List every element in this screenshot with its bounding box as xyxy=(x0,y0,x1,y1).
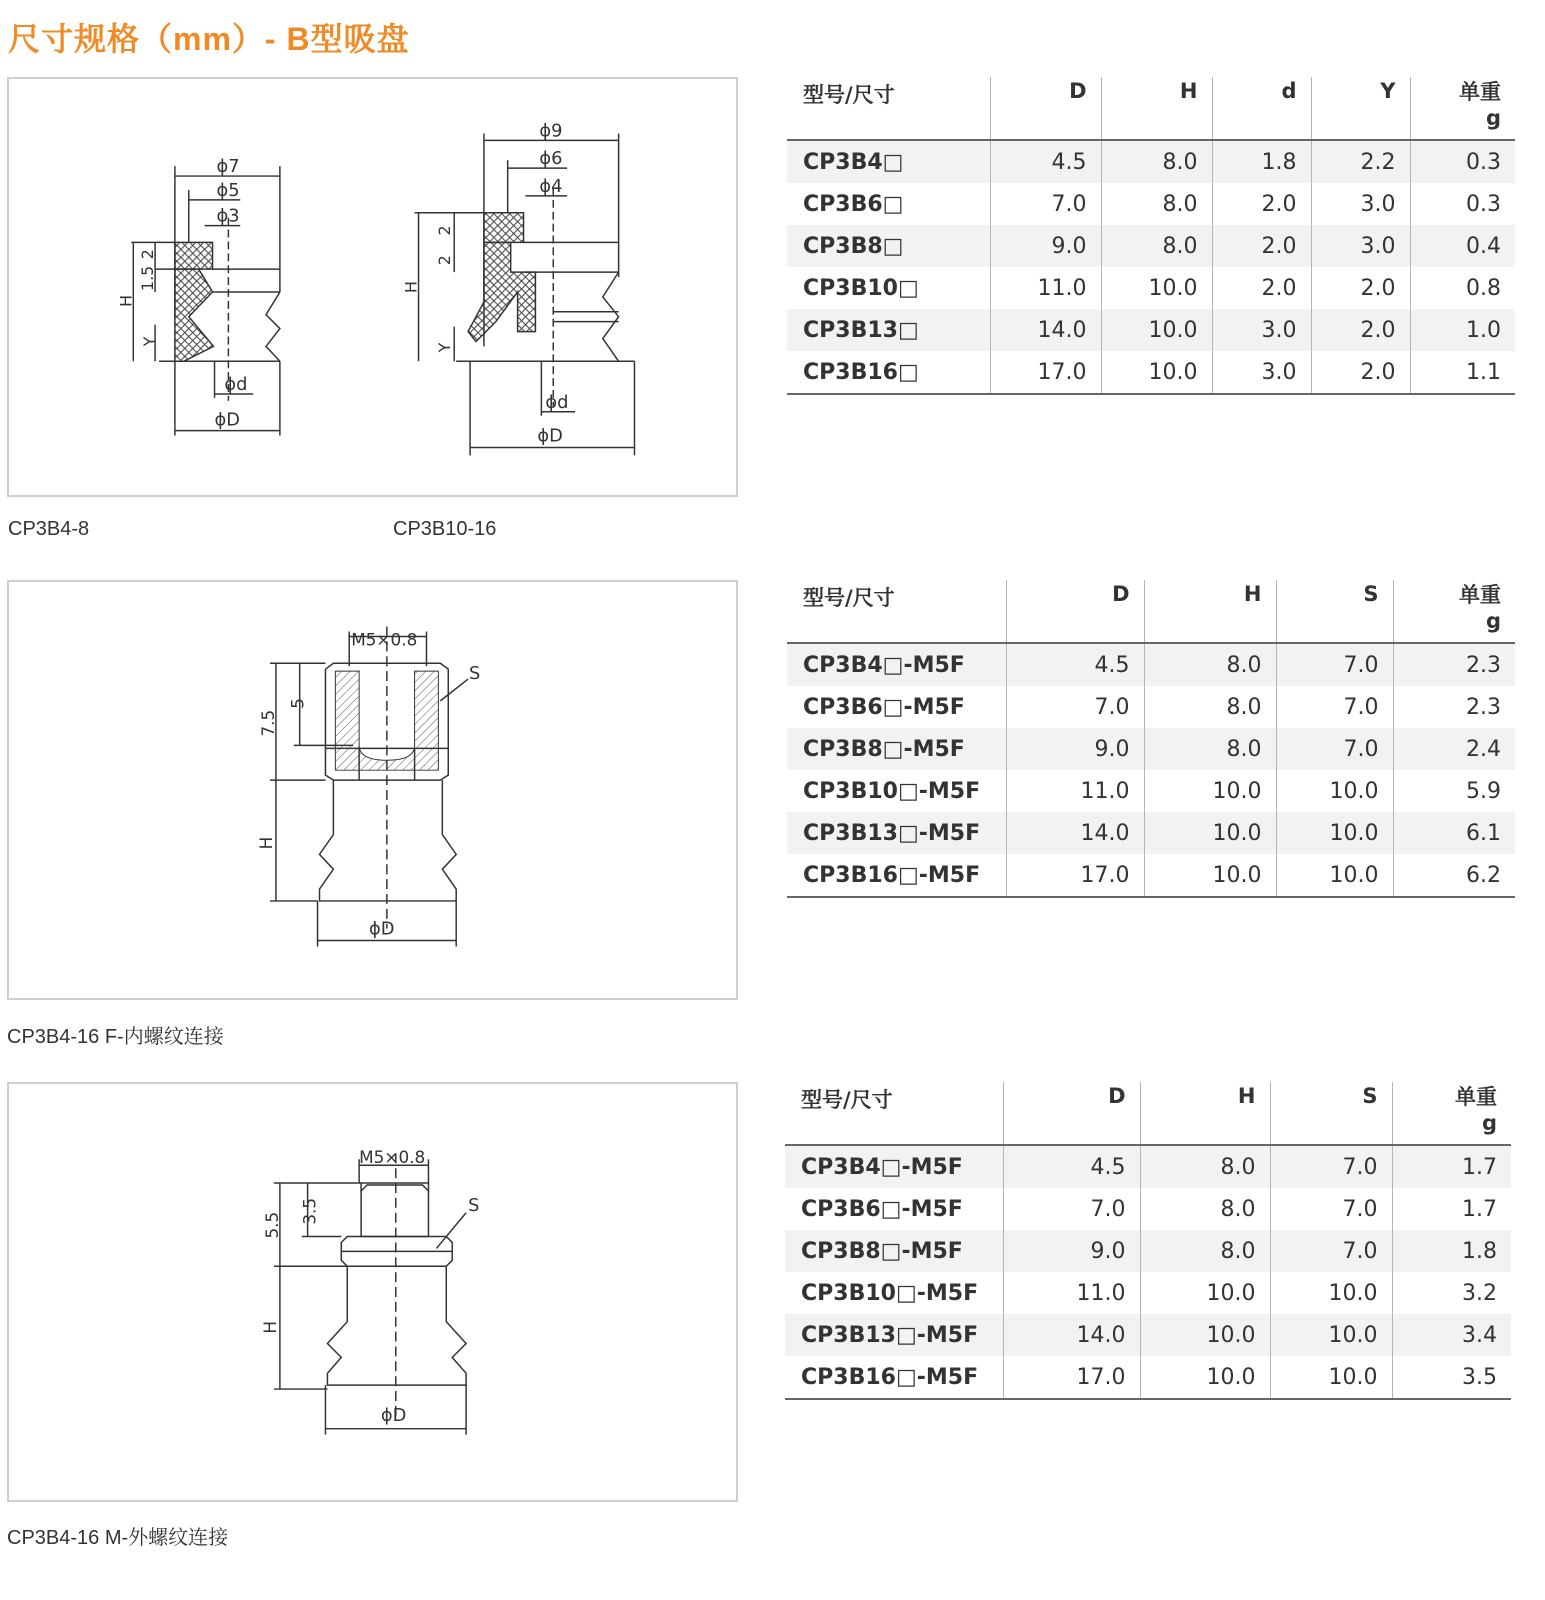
table-row xyxy=(785,1230,1511,1272)
svg-text:ϕ3: ϕ3 xyxy=(216,205,240,227)
table-row xyxy=(787,854,1515,897)
cell-value: 10.0 xyxy=(1140,1314,1270,1356)
cell-value: 11.0 xyxy=(990,267,1101,309)
col-header-d-outer: D xyxy=(990,77,1101,140)
cell-model: CP3B4□ xyxy=(787,140,990,183)
cell-value: 11.0 xyxy=(1006,770,1144,812)
caption-male-thread: CP3B4-16 M-外螺纹连接 xyxy=(7,1527,229,1549)
cell-weight: 2.4 xyxy=(1393,728,1515,770)
cell-model: CP3B10□ xyxy=(803,275,919,301)
cell-value: 8.0 xyxy=(1140,1230,1270,1272)
cell-value: 7.0 xyxy=(1276,728,1393,770)
cell-value: 7.0 xyxy=(1003,1188,1140,1230)
cell-value: 10.0 xyxy=(1101,351,1212,394)
cell-value: 4.5 xyxy=(1006,643,1144,686)
cell-value: 4.5 xyxy=(1003,1145,1140,1188)
cell-weight: 2.3 xyxy=(1393,643,1515,686)
svg-text:ϕ7: ϕ7 xyxy=(216,156,240,178)
cell-value: 14.0 xyxy=(1006,812,1144,854)
spec-table-female-thread xyxy=(787,580,1515,898)
cell-value: 8.0 xyxy=(1144,686,1276,728)
table-row xyxy=(787,643,1515,686)
col-header-model: 型号/尺寸 xyxy=(785,1082,1003,1145)
col-header-d-outer: D xyxy=(1003,1082,1140,1145)
cell-value: 2.0 xyxy=(1212,183,1311,225)
cell-value: 10.0 xyxy=(1140,1356,1270,1399)
drawing-b-type-cups xyxy=(7,77,738,497)
cell-model: CP3B8□-M5F xyxy=(785,1230,1003,1272)
cell-model: CP3B13□ xyxy=(787,309,990,351)
cell-value: 7.0 xyxy=(1270,1145,1392,1188)
cell-value: 7.0 xyxy=(1270,1188,1392,1230)
table-row xyxy=(785,1145,1511,1188)
drawing-female-thread xyxy=(7,580,738,1000)
svg-text:ϕD: ϕD xyxy=(369,918,395,940)
cell-model: CP3B10□-M5F xyxy=(801,1280,979,1306)
cell-weight: 1.0 xyxy=(1410,309,1515,351)
cell-model: CP3B6□ xyxy=(803,191,904,217)
cell-model: CP3B8□ xyxy=(787,225,990,267)
cell-value: 8.0 xyxy=(1144,643,1276,686)
svg-text:5: 5 xyxy=(287,698,308,709)
labels-f-type xyxy=(256,629,480,939)
cell-value: 9.0 xyxy=(1006,728,1144,770)
cell-value: 3.0 xyxy=(1212,309,1311,351)
technical-drawing-f-type xyxy=(9,582,736,998)
cell-model: CP3B13□-M5F xyxy=(785,1314,1003,1356)
svg-text:5.5: 5.5 xyxy=(261,1211,282,1239)
svg-text:ϕ4: ϕ4 xyxy=(539,175,563,197)
cell-value: 3.0 xyxy=(1311,183,1410,225)
svg-text:1.5: 1.5 xyxy=(138,265,158,291)
cell-value: 10.0 xyxy=(1270,1314,1392,1356)
svg-text:Y: Y xyxy=(140,336,160,347)
cell-value: 4.5 xyxy=(990,140,1101,183)
cell-weight: 1.1 xyxy=(1410,351,1515,394)
cell-model: CP3B4□-M5F xyxy=(787,643,1006,686)
cell-model: CP3B10□-M5F xyxy=(803,778,981,804)
table-row xyxy=(785,1272,1511,1314)
cell-model: CP3B16□-M5F xyxy=(787,854,1006,897)
table-header-row xyxy=(787,77,1515,140)
cell-weight: 0.3 xyxy=(1410,140,1515,183)
table-row xyxy=(787,728,1515,770)
table-row xyxy=(785,1356,1511,1399)
cell-weight: 1.7 xyxy=(1392,1188,1511,1230)
cell-value: 8.0 xyxy=(1140,1188,1270,1230)
cell-value: 7.0 xyxy=(1276,686,1393,728)
cell-value: 7.0 xyxy=(990,183,1101,225)
technical-drawing-b-type xyxy=(9,79,736,495)
drawing-cp3b10-16 xyxy=(415,133,635,455)
page-title: 尺寸规格（mm）- B型吸盘 xyxy=(8,21,410,57)
svg-text:S: S xyxy=(469,663,481,685)
weight-unit: g xyxy=(1481,1111,1497,1135)
cell-weight: 2.3 xyxy=(1393,686,1515,728)
cell-value: 11.0 xyxy=(1003,1272,1140,1314)
cell-value: 8.0 xyxy=(1101,140,1212,183)
table-header-row xyxy=(785,1082,1511,1145)
caption-cp3b4-8: CP3B4-8 xyxy=(8,518,90,540)
col-header-h: H xyxy=(1140,1082,1270,1145)
weight-unit: g xyxy=(1485,106,1501,130)
cell-model: CP3B8□-M5F xyxy=(787,728,1006,770)
svg-text:ϕD: ϕD xyxy=(214,409,240,431)
cell-value: 10.0 xyxy=(1144,812,1276,854)
cell-value: 10.0 xyxy=(1144,770,1276,812)
svg-text:ϕd: ϕd xyxy=(224,374,248,396)
cell-value: 7.0 xyxy=(1006,686,1144,728)
col-header-weight xyxy=(1392,1082,1511,1145)
technical-drawing-m-type xyxy=(9,1084,736,1500)
col-header-h: H xyxy=(1101,77,1212,140)
cell-value: 17.0 xyxy=(1003,1356,1140,1399)
svg-text:ϕD: ϕD xyxy=(537,425,563,447)
cell-model: CP3B6□-M5F xyxy=(801,1196,963,1222)
cell-value: 10.0 xyxy=(1270,1356,1392,1399)
svg-text:2: 2 xyxy=(138,249,158,260)
cell-weight: 3.5 xyxy=(1392,1356,1511,1399)
table-row xyxy=(787,770,1515,812)
spec-table-male-thread xyxy=(785,1082,1511,1400)
table-row xyxy=(787,812,1515,854)
cell-value: 10.0 xyxy=(1276,854,1393,897)
table-row xyxy=(785,1188,1511,1230)
svg-text:M5×0.8: M5×0.8 xyxy=(351,629,418,650)
cell-value: 2.0 xyxy=(1212,225,1311,267)
cell-value: 9.0 xyxy=(990,225,1101,267)
cell-value: 3.0 xyxy=(1311,225,1410,267)
cell-weight: 1.7 xyxy=(1392,1145,1511,1188)
table-row xyxy=(787,267,1515,309)
caption-female-thread: CP3B4-16 F-内螺纹连接 xyxy=(7,1026,224,1048)
weight-label: 单重 xyxy=(1455,1085,1497,1109)
svg-text:ϕ5: ϕ5 xyxy=(216,179,240,201)
cell-weight: 1.8 xyxy=(1392,1230,1511,1272)
cell-weight: 6.1 xyxy=(1393,812,1515,854)
cell-value: 17.0 xyxy=(1006,854,1144,897)
cell-value: 10.0 xyxy=(1101,309,1212,351)
cell-value: 2.0 xyxy=(1212,267,1311,309)
cell-value: 10.0 xyxy=(1101,267,1212,309)
table-row xyxy=(787,183,1515,225)
col-header-weight xyxy=(1410,77,1515,140)
cell-weight: 0.8 xyxy=(1410,267,1515,309)
table-row xyxy=(787,351,1515,394)
svg-text:Y: Y xyxy=(435,342,455,353)
table-header-row xyxy=(787,580,1515,643)
cell-weight: 3.2 xyxy=(1392,1272,1511,1314)
cell-value: 9.0 xyxy=(1003,1230,1140,1272)
table-row xyxy=(787,686,1515,728)
cell-value: 8.0 xyxy=(1101,183,1212,225)
col-header-d-inner: d xyxy=(1212,77,1311,140)
caption-cp3b10-16: CP3B10-16 xyxy=(393,518,497,540)
cell-value: 10.0 xyxy=(1140,1272,1270,1314)
svg-text:H: H xyxy=(259,1320,280,1334)
col-header-model: 型号/尺寸 xyxy=(787,580,1006,643)
col-header-h: H xyxy=(1144,580,1276,643)
weight-unit: g xyxy=(1485,609,1501,633)
cell-model: CP3B6□-M5F xyxy=(803,694,965,720)
table-row xyxy=(787,309,1515,351)
col-header-model: 型号/尺寸 xyxy=(787,77,990,140)
cell-value: 10.0 xyxy=(1144,854,1276,897)
cell-value: 17.0 xyxy=(990,351,1101,394)
spec-table-b-type xyxy=(787,77,1515,395)
svg-text:3.5: 3.5 xyxy=(299,1197,320,1225)
cell-weight: 0.4 xyxy=(1410,225,1515,267)
drawing-m-body xyxy=(274,1153,466,1434)
table-row xyxy=(787,225,1515,267)
svg-text:7.5: 7.5 xyxy=(257,709,278,737)
cell-weight: 6.2 xyxy=(1393,854,1515,897)
col-header-weight xyxy=(1393,580,1515,643)
svg-text:2: 2 xyxy=(435,225,455,236)
col-header-s: S xyxy=(1276,580,1393,643)
drawing-male-thread xyxy=(7,1082,738,1502)
cell-value: 1.8 xyxy=(1212,140,1311,183)
cell-value: 8.0 xyxy=(1144,728,1276,770)
cell-value: 2.0 xyxy=(1311,351,1410,394)
svg-text:H: H xyxy=(116,294,136,307)
table-row xyxy=(787,140,1515,183)
table-row xyxy=(785,1314,1511,1356)
weight-label: 单重 xyxy=(1459,583,1501,607)
weight-label: 单重 xyxy=(1459,80,1501,104)
svg-text:S: S xyxy=(468,1194,480,1216)
cell-value: 2.2 xyxy=(1311,140,1410,183)
svg-text:2: 2 xyxy=(435,255,455,266)
cell-value: 10.0 xyxy=(1276,812,1393,854)
cell-model: CP3B16□-M5F xyxy=(785,1356,1003,1399)
cell-value: 8.0 xyxy=(1101,225,1212,267)
cell-value: 2.0 xyxy=(1311,267,1410,309)
svg-text:H: H xyxy=(401,281,421,293)
svg-text:M5×0.8: M5×0.8 xyxy=(359,1147,426,1168)
svg-text:ϕ6: ϕ6 xyxy=(539,148,563,170)
cell-value: 2.0 xyxy=(1311,309,1410,351)
svg-text:ϕd: ϕd xyxy=(545,391,569,413)
cell-value: 14.0 xyxy=(1003,1314,1140,1356)
cell-model: CP3B4□-M5F xyxy=(785,1145,1003,1188)
cell-weight: 5.9 xyxy=(1393,770,1515,812)
svg-text:ϕ9: ϕ9 xyxy=(539,120,563,142)
cell-value: 14.0 xyxy=(990,309,1101,351)
cell-value: 10.0 xyxy=(1276,770,1393,812)
drawing-cp3b4-8 xyxy=(131,166,280,435)
cell-value: 7.0 xyxy=(1270,1230,1392,1272)
cell-model: CP3B13□-M5F xyxy=(787,812,1006,854)
cell-weight: 0.3 xyxy=(1410,183,1515,225)
svg-text:H: H xyxy=(255,836,276,850)
cell-weight: 3.4 xyxy=(1392,1314,1511,1356)
col-header-s: S xyxy=(1270,1082,1392,1145)
cell-value: 8.0 xyxy=(1140,1145,1270,1188)
cell-value: 3.0 xyxy=(1212,351,1311,394)
svg-text:ϕD: ϕD xyxy=(380,1404,407,1426)
col-header-y: Y xyxy=(1311,77,1410,140)
drawing-f-body xyxy=(270,627,468,947)
cell-value: 7.0 xyxy=(1276,643,1393,686)
col-header-d-outer: D xyxy=(1006,580,1144,643)
cell-model: CP3B16□ xyxy=(787,351,990,394)
cell-value: 10.0 xyxy=(1270,1272,1392,1314)
